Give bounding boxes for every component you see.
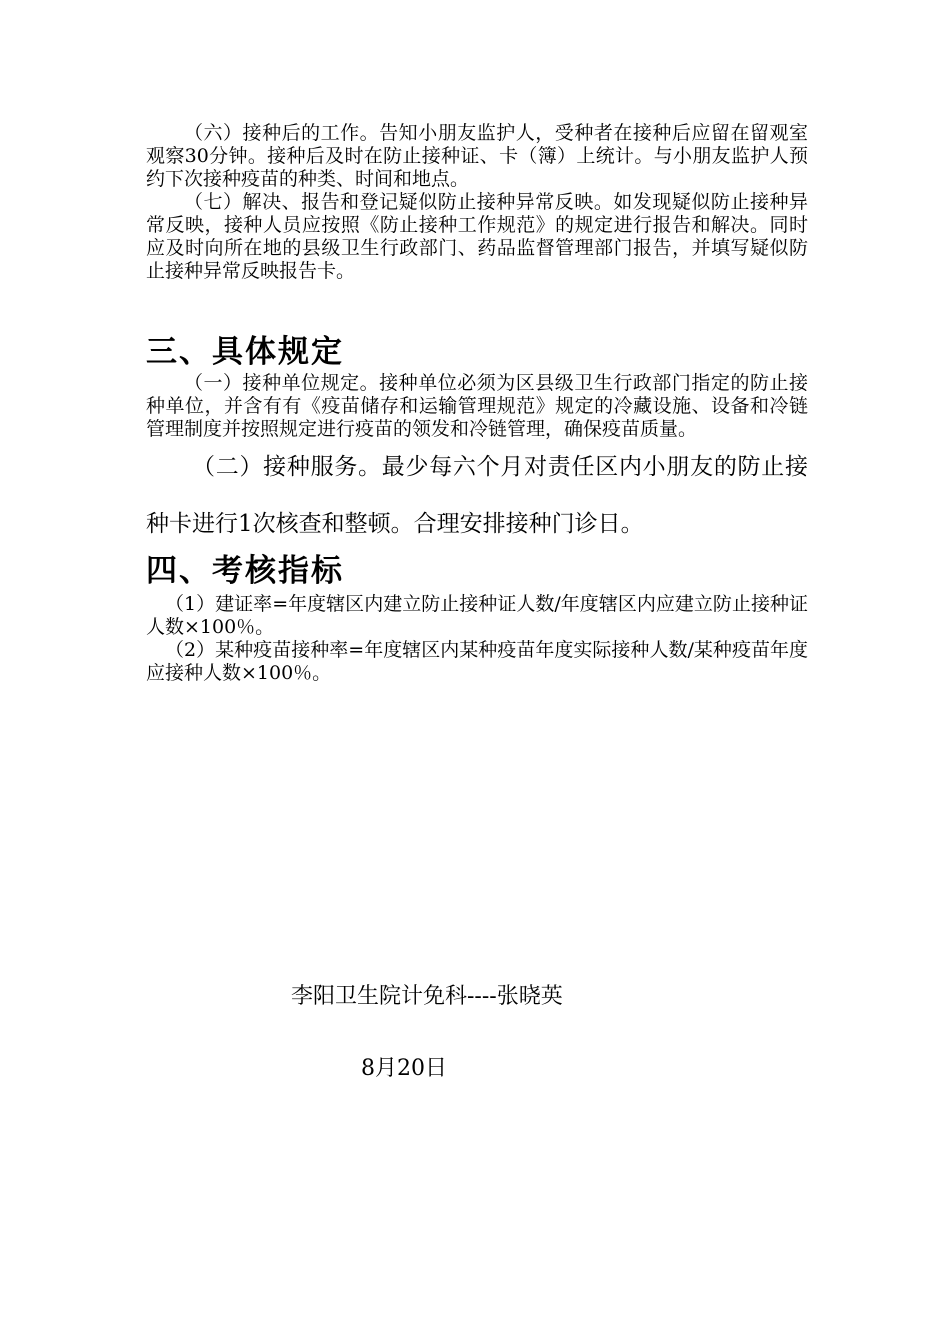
section-title-specific-rules: 三、具体规定 xyxy=(146,334,344,370)
signature-line: 李阳卫生院计免科----张晓英 xyxy=(291,984,563,1009)
paragraph-certificate-rate: （1）建证率=年度辖区内建立防止接种证人数/年度辖区内应建立防止接种证人数×100％。 xyxy=(146,593,808,638)
paragraph-post-vaccination-work: （六）接种后的工作。告知小朋友监护人，受种者在接种后应留在留观室观察30分钟。接种后及时在防止接种证、卡（簿）上统计。与小朋友监护人预约下次接种疫苗的种类、时间和地点。 xyxy=(146,122,808,190)
section-title-assessment-indicators: 四、考核指标 xyxy=(146,553,344,589)
date-line: 8月20日 xyxy=(361,1056,447,1081)
document-body xyxy=(146,122,808,685)
paragraph-vaccination-service: （二）接种服务。最少每六个月对责任区内小朋友的防止接种卡进行1次核查和整顿。合理安排接种门诊日。 xyxy=(146,454,808,537)
paragraph-unit-rules: （一）接种单位规定。接种单位必须为区县级卫生行政部门指定的防止接种单位，并含有有《疫苗储存和运输管理规范》规定的冷藏设施、设备和冷链管理制度并按照规定进行疫苗的领发和冷链管理，确保疫苗质量。 xyxy=(146,372,808,440)
paragraph-vaccination-rate: （2）某种疫苗接种率=年度辖区内某种疫苗年度实际接种人数/某种疫苗年度应接种人数×100％。 xyxy=(146,639,808,684)
paragraph-adverse-reaction: （七）解决、报告和登记疑似防止接种异常反映。如发现疑似防止接种异常反映，接种人员应按照《防止接种工作规范》的规定进行报告和解决。同时应及时向所在地的县级卫生行政部门、药品监督管理部门报告，并填写疑似防止接种异常反映报告卡。 xyxy=(146,191,808,282)
